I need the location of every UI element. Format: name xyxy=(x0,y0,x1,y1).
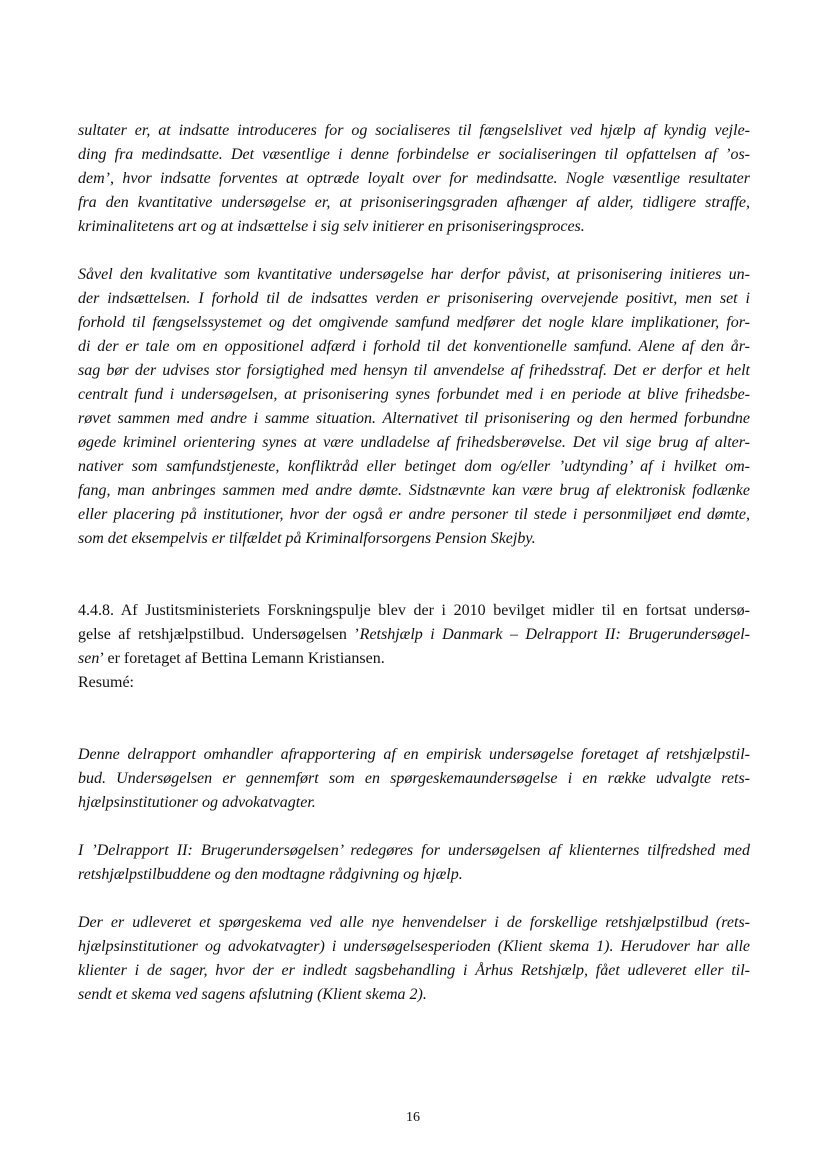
text-line: bud. Undersøgelsen er gennemført som en spørgeskemaundersøgelse i en række udvalgte rets- xyxy=(78,770,750,787)
resume-heading-block xyxy=(78,671,750,695)
text-line: centralt fund i undersøgelsen, at prisonisering synes forbundet med i en periode at blive frihedsbe- xyxy=(78,386,750,403)
text-run: gelse af retshjælpstilbud. Undersøgelsen ’ xyxy=(78,626,360,643)
paragraph-prisonization-conclusion xyxy=(78,263,750,551)
report-title: Retshjælp i Danmark – Delrapport II: Brugerundersøgel- xyxy=(359,626,750,643)
text-line: eller placering på institutioner, hvor der også er andre personer til stede i personmiljøet end dømte, xyxy=(78,506,750,523)
text-line: som det eksempelvis er tilfældet på Kriminalforsorgens Pension Skejby. xyxy=(78,530,536,547)
text-line: retshjælpstilbuddene og den modtagne rådgivning og hjælp. xyxy=(78,866,463,883)
text-line: fra den kvantitative undersøgelse er, at prisoniseringsgraden afhænger af alder, tidligere straffe, xyxy=(78,194,750,211)
text-line: klienter i de sager, hvor der er indledt sagsbehandling i Århus Retshjælp, fået udleveret eller til- xyxy=(78,962,750,979)
text-line: kriminalitetens art og at indsættelse i sig selv initierer en prisoniseringsproces. xyxy=(78,218,585,235)
text-line: ding fra medindsatte. Det væsentlige i denne forbindelse er socialiseringen til opfattelsen af ’os- xyxy=(78,146,750,163)
text-line: Der er udleveret et spørgeskema ved alle nye henvendelser i de forskellige retshjælpstilbud (rets- xyxy=(78,914,750,931)
text-line: sultater er, at indsatte introduceres for og socialiseres til fængselslivet ved hjælp af kyndig vejle- xyxy=(78,122,750,139)
text-run: ’ er foretaget af Bettina Lemann Kristiansen. xyxy=(99,650,385,667)
text-line: Denne delrapport omhandler afrapportering af en empirisk undersøgelse foretaget af retshjælpstil- xyxy=(78,746,750,763)
text-line xyxy=(78,599,750,623)
text-line: der indsættelsen. I forhold til de indsattes verden er prisonisering overvejende positivt, men set i xyxy=(78,290,750,307)
paragraph-client-satisfaction xyxy=(78,839,750,887)
resume-heading: Resumé: xyxy=(78,674,134,691)
text-line: hjælpsinstitutioner og advokatvagter. xyxy=(78,794,316,811)
text-line: nativer som samfundstjeneste, konfliktråd eller betinget dom og/eller ’udtynding’ af i hvilket om- xyxy=(78,458,750,475)
text-line: fang, man anbringes sammen med andre dømte. Sidstnævnte kan være brug af elektronisk fodlænke xyxy=(78,482,750,499)
text-line: Såvel den kvalitative som kvantitative undersøgelse har derfor påvist, at prisonisering initieres un- xyxy=(78,266,750,283)
text-line: øgede kriminel orientering synes at være undladelse af frihedsberøvelse. Det vil sige brug af alter- xyxy=(78,434,750,451)
text-line: sag bør der udvises stor forsigtighed med hensyn til anvendelse af frihedsstraf. Det er derfor et helt xyxy=(78,362,750,379)
text-line xyxy=(78,647,750,671)
text-line: I ’Delrapport II: Brugerundersøgelsen’ redegøres for undersøgelsen af klienternes tilfredshed med xyxy=(78,842,750,859)
section-intro-text: 4.4.8. Af Justitsministeriets Forskningspulje blev der i 2010 bevilget midler til en fortsat undersø- xyxy=(78,602,750,619)
text-line: hjælpsinstitutioner og advokatvagter) i undersøgelsesperioden (Klient skema 1). Herudover har alle xyxy=(78,938,750,955)
page-number: 16 xyxy=(406,1110,420,1125)
paragraph-prisonization-results xyxy=(78,119,750,239)
text-line xyxy=(78,623,750,647)
text-line: di der er tale om en oppositionel adfærd i forhold til det konventionelle samfund. Alene af den år- xyxy=(78,338,750,355)
text-line: røvet sammen med andre i samme situation. Alternativet til prisonisering og den hermed forbundne xyxy=(78,410,750,427)
paragraph-report-summary xyxy=(78,743,750,815)
report-title-cont: sen xyxy=(78,650,100,667)
section-4-4-8 xyxy=(78,599,750,671)
text-line: dem’, hvor indsatte forventes at optræde loyalt over for medindsatte. Nogle væsentlige resultater xyxy=(78,170,750,187)
paragraph-questionnaire xyxy=(78,911,750,1007)
text-line: forhold til fængselssystemet og det omgivende samfund medfører det nogle klare implikationer, for- xyxy=(78,314,750,331)
text-line: sendt et skema ved sagens afslutning (Klient skema 2). xyxy=(78,986,427,1003)
